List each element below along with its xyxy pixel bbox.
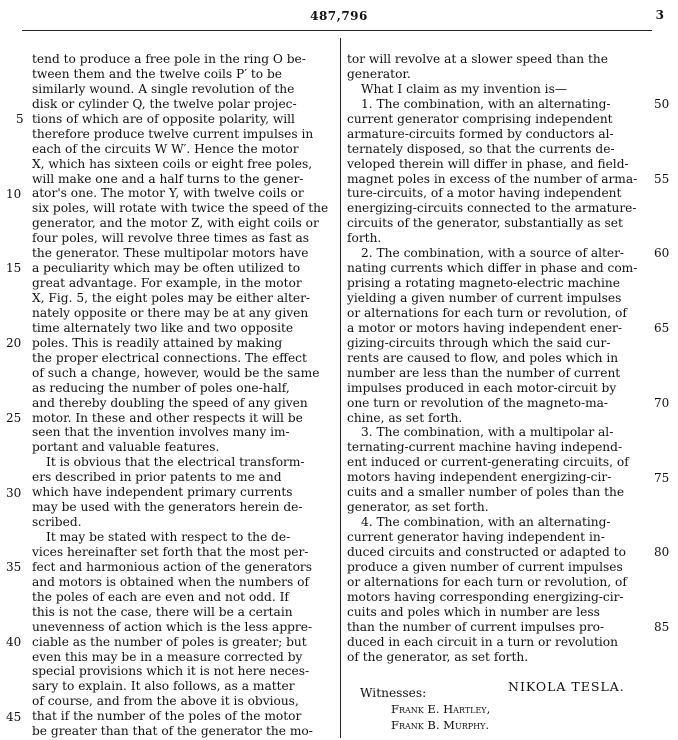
text-line: motor. In these and other respects it will be — [32, 410, 303, 425]
text-line: ent induced or current-generating circuits, of — [347, 455, 629, 470]
line-number: 45 — [6, 709, 22, 724]
text-line: It may be stated with respect to the de- — [46, 530, 291, 544]
text-line: duced circuits and constructed or adapted to — [347, 544, 626, 559]
text-line: six poles, will rotate with twice the speed of the — [32, 201, 329, 216]
left-column — [32, 52, 334, 739]
text-line: unevenness of action which is the less appre- — [32, 619, 313, 634]
text-line: than the number of current impulses pro- — [347, 619, 605, 634]
text-line: generator. — [347, 66, 411, 81]
text-line: and motors is obtained when the numbers of — [32, 574, 309, 589]
right-column — [347, 52, 647, 664]
line-number: 40 — [6, 635, 22, 650]
text-line: one turn or revolution of the magneto-ma- — [347, 395, 609, 410]
text-line: prising a rotating magneto-electric machine — [347, 276, 620, 291]
text-line: What I claim as my invention is— — [361, 81, 568, 96]
text-line: chine, as set forth. — [347, 410, 463, 425]
text-line: current generator having independent in- — [347, 530, 605, 544]
text-line: energizing-circuits connected to the armature- — [347, 201, 637, 216]
line-number: 20 — [6, 336, 22, 351]
text-line: ciable as the number of poles is greater; but — [32, 634, 307, 649]
text-line: vices hereinafter set forth that the most per- — [32, 544, 309, 559]
text-line: even this may be in a measure corrected by — [32, 649, 303, 664]
text-line: the generator. These multipolar motors have — [32, 246, 309, 261]
text-line: poles. This is readily attained by making — [32, 335, 283, 350]
text-line: of course, and from the above it is obvious, — [32, 694, 299, 709]
line-number: 5 — [16, 111, 24, 126]
text-line: gizing-circuits through which the said cur- — [347, 335, 611, 350]
text-line: 4. The combination, with an alternating- — [361, 515, 611, 530]
text-line: impulses produced in each motor-circuit by — [347, 380, 617, 395]
text-line: magnet poles in excess of the number of arma- — [347, 171, 638, 186]
text-line: nately opposite or there may be at any given — [32, 305, 309, 320]
text-line: forth. — [347, 231, 382, 246]
text-line: tions of which are of opposite polarity, will — [32, 111, 295, 126]
page-number: 3 — [655, 8, 664, 22]
text-line: and thereby doubling the speed of any given — [32, 395, 308, 410]
line-number: 70 — [654, 395, 670, 410]
text-line: tween them and the twelve coils P′ to be — [32, 66, 282, 81]
line-number: 35 — [6, 560, 22, 575]
line-number: 10 — [6, 186, 22, 201]
text-line: produce a given number of current impulses — [347, 559, 623, 574]
text-line: ternately disposed, so that the currents de- — [347, 141, 615, 156]
text-line: ator's one. The motor Y, with twelve coils or — [32, 186, 304, 201]
line-number: 15 — [6, 261, 22, 276]
text-line: 1. The combination, with an alternating- — [361, 96, 611, 111]
text-line: this is not the case, there will be a certain — [32, 604, 293, 619]
text-line: disk or cylinder Q, the twelve polar projec- — [32, 96, 297, 111]
text-line: 3. The combination, with a multipolar al- — [361, 425, 614, 440]
text-line: will make one and a half turns to the gener- — [32, 171, 304, 186]
text-line: of such a change, however, would be the same — [32, 365, 320, 380]
text-line: ture-circuits, of a motor having independent — [347, 186, 622, 201]
text-line: motors having corresponding energizing-cir- — [347, 589, 624, 604]
text-line: or alternations for each turn or revolution, of — [347, 305, 627, 320]
column-divider — [340, 38, 341, 738]
text-line: tend to produce a free pole in the ring O be- — [32, 52, 306, 66]
line-number: 85 — [654, 620, 670, 635]
text-line: number are less than the number of current — [347, 365, 621, 380]
text-line: generator, and the motor Z, with eight coils or — [32, 216, 319, 231]
line-number: 50 — [654, 96, 670, 111]
line-number: 80 — [654, 545, 670, 560]
line-number: 25 — [6, 410, 22, 425]
text-line: be greater than that of the generator the mo- — [32, 724, 313, 739]
text-line: ers described in prior patents to me and — [32, 470, 282, 485]
text-line: rents are caused to flow, and poles which in — [347, 350, 619, 365]
text-line: as reducing the number of poles one-half, — [32, 380, 290, 395]
text-line: seen that the invention involves many im- — [32, 425, 290, 440]
text-line: or alternations for each turn or revolution, of — [347, 574, 627, 589]
text-line: time alternately two like and two opposite — [32, 320, 294, 335]
text-line: great advantage. For example, in the motor — [32, 276, 302, 291]
text-line: a motor or motors having independent ener- — [347, 320, 622, 335]
text-line: duced in each circuit in a turn or revolution — [347, 634, 618, 649]
text-line: circuits of the generator, substantially as set — [347, 216, 623, 231]
text-line: portant and valuable features. — [32, 440, 220, 455]
text-line: fect and harmonious action of the generators — [32, 559, 312, 574]
text-line: armature-circuits formed by conductors al- — [347, 126, 614, 141]
text-line: X, Fig. 5, the eight poles may be either alter- — [32, 291, 311, 305]
text-line: which have independent primary currents — [32, 485, 293, 500]
line-number: 60 — [654, 246, 670, 261]
text-line: four poles, will revolve three times as fast as — [32, 231, 310, 246]
text-line: special provisions which it is not here neces- — [32, 664, 310, 679]
text-line: yielding a given number of current impulses — [347, 291, 622, 305]
text-line: a peculiarity which may be often utilized to — [32, 261, 301, 276]
text-line: the poles of each are even and not odd. If — [32, 589, 289, 604]
text-line: generator, as set forth. — [347, 500, 489, 515]
text-line: motors having independent energizing-cir- — [347, 470, 612, 485]
text-line: may be used with the generators herein de- — [32, 500, 303, 515]
text-line: that if the number of the poles of the motor — [32, 709, 302, 724]
header-patent-number: 487,796 — [310, 9, 368, 23]
witness-1: Frank E. Hartley, — [391, 702, 491, 716]
line-number: 65 — [654, 321, 670, 336]
witnesses-label: Witnesses: — [360, 686, 427, 700]
text-line: veloped therein will differ in phase, and field- — [347, 156, 629, 171]
text-line: current generator comprising independent — [347, 111, 613, 126]
text-line: of the generator, as set forth. — [347, 649, 529, 664]
text-line: the proper electrical connections. The effect — [32, 350, 307, 365]
inventor-signature: NIKOLA TESLA. — [508, 679, 625, 694]
text-line: cuits and a smaller number of poles than the — [347, 485, 625, 500]
text-line: cuits and poles which in number are less — [347, 604, 600, 619]
line-number: 55 — [654, 171, 670, 186]
text-line: It is obvious that the electrical transform- — [46, 455, 305, 470]
line-number: 30 — [6, 485, 22, 500]
text-line: X, which has sixteen coils or eight free poles, — [32, 156, 313, 171]
text-line: tor will revolve at a slower speed than the — [347, 52, 608, 66]
text-line: ternating-current machine having independ- — [347, 440, 623, 455]
text-line: scribed. — [32, 515, 82, 530]
text-line: therefore produce twelve current impulses in — [32, 126, 314, 141]
witness-2: Frank B. Murphy. — [391, 718, 490, 732]
text-line: each of the circuits W W′. Hence the motor — [32, 141, 299, 156]
text-line: sary to explain. It also follows, as a matter — [32, 679, 295, 694]
header-rule — [22, 30, 652, 31]
text-line: nating currents which differ in phase and com- — [347, 261, 638, 276]
text-line: similarly wound. A single revolution of the — [32, 81, 295, 96]
text-line: 2. The combination, with a source of alter- — [361, 246, 625, 261]
line-number: 75 — [654, 470, 670, 485]
